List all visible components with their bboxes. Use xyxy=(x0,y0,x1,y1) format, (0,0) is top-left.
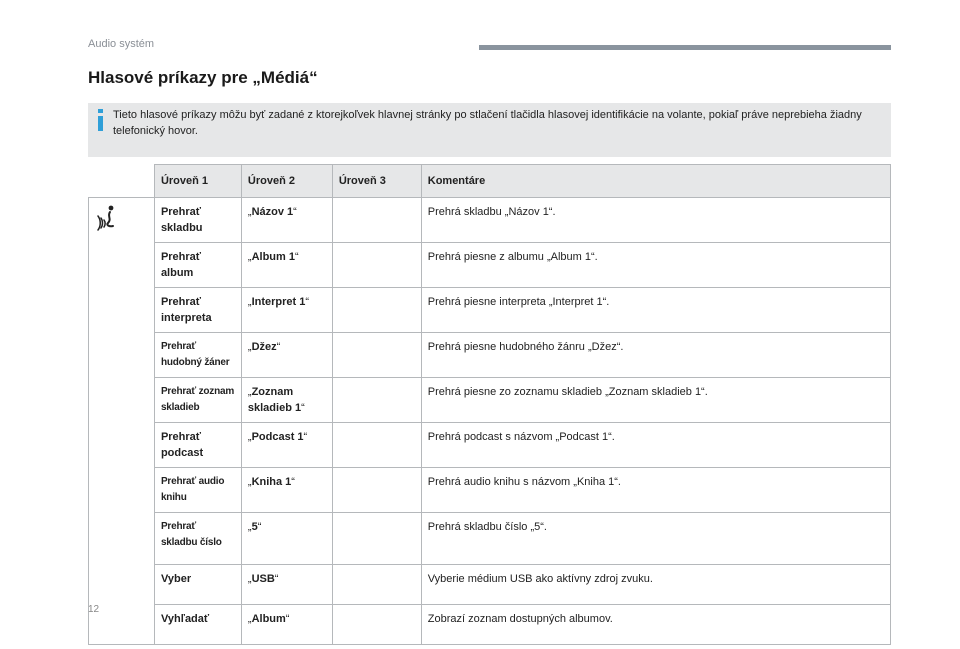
header-divider-bar xyxy=(479,45,891,50)
level2-quote: “ xyxy=(285,613,290,625)
level2-cell xyxy=(241,565,332,605)
level2-cell xyxy=(241,605,332,645)
table-row xyxy=(89,513,891,565)
level2-quote: “ xyxy=(274,573,279,585)
level2-quote: “ xyxy=(294,251,299,263)
level2-quote: „ xyxy=(247,251,252,263)
level1-cell: Prehrať interpreta xyxy=(154,288,241,333)
page-title: Hlasové príkazy pre „Médiá“ xyxy=(88,68,318,87)
level2-cell xyxy=(241,198,332,243)
level2-cell xyxy=(241,513,332,565)
level2-quote: „ xyxy=(247,476,252,488)
level2-cell xyxy=(241,243,332,288)
table-row xyxy=(89,198,891,243)
comment-cell: Zobrazí zoznam dostupných albumov. xyxy=(421,605,890,645)
comment-cell: Prehrá piesne z albumu „Album 1“. xyxy=(421,243,890,288)
voice-icon-cell xyxy=(89,198,155,645)
header-level-2: Úroveň 2 xyxy=(241,165,332,198)
voice-command-icon xyxy=(95,204,121,232)
level2-cell xyxy=(241,378,332,423)
level2-keyword: Interpret 1 xyxy=(251,296,306,308)
header-comments: Komentáre xyxy=(421,165,890,198)
comment-cell: Prehrá piesne hudobného žánru „Džez“. xyxy=(421,333,890,378)
level2-quote: “ xyxy=(293,206,297,218)
table-row xyxy=(89,423,891,468)
level3-cell xyxy=(332,423,421,468)
level1-cell: Prehrať podcast xyxy=(154,423,241,468)
level2-quote: „ xyxy=(247,386,252,398)
level3-cell xyxy=(332,565,421,605)
level2-quote: „ xyxy=(247,613,252,625)
comment-cell: Vyberie médium USB ako aktívny zdroj zvuku. xyxy=(421,565,890,605)
comment-cell: Prehrá podcast s názvom „Podcast 1“. xyxy=(421,423,890,468)
table-row xyxy=(89,288,891,333)
header-blank-cell xyxy=(89,165,155,198)
level2-quote: “ xyxy=(305,296,310,308)
level1-cell: Vyhľadať xyxy=(154,605,241,645)
table-row xyxy=(89,333,891,378)
table-row xyxy=(89,468,891,513)
comment-cell: Prehrá skladbu číslo „5“. xyxy=(421,513,890,565)
header-level-3: Úroveň 3 xyxy=(332,165,421,198)
table-header-row xyxy=(89,165,891,198)
comment-cell: Prehrá audio knihu s názvom „Kniha 1“. xyxy=(421,468,890,513)
level2-quote: „ xyxy=(247,341,252,353)
level1-cell: Prehrať album xyxy=(154,243,241,288)
level1-cell: Prehrať audio knihu xyxy=(154,468,241,513)
level3-cell xyxy=(332,378,421,423)
level2-keyword: Album xyxy=(251,613,286,625)
level2-quote: „ xyxy=(247,431,252,443)
level1-cell: Vyber xyxy=(154,565,241,605)
level1-cell: Prehrať zoznam skladieb xyxy=(154,378,241,423)
level2-keyword: USB xyxy=(251,573,275,585)
level3-cell xyxy=(332,288,421,333)
level2-quote: “ xyxy=(291,476,295,488)
level3-cell xyxy=(332,198,421,243)
level2-quote: “ xyxy=(301,402,305,414)
table-row xyxy=(89,605,891,645)
level2-cell xyxy=(241,288,332,333)
info-box xyxy=(88,103,891,157)
level2-quote: „ xyxy=(247,573,252,585)
level2-keyword: Zoznam skladieb 1 xyxy=(247,386,302,414)
level3-cell xyxy=(332,605,421,645)
level2-keyword: Kniha 1 xyxy=(251,476,292,488)
level1-cell: Prehrať skladbu číslo xyxy=(154,513,241,565)
comment-cell: Prehrá piesne interpreta „Interpret 1“. xyxy=(421,288,890,333)
level2-cell xyxy=(241,468,332,513)
level2-keyword: 5 xyxy=(251,521,258,533)
level3-cell xyxy=(332,513,421,565)
header-level-1: Úroveň 1 xyxy=(154,165,241,198)
level2-quote: “ xyxy=(303,431,308,443)
info-icon xyxy=(97,109,105,131)
comment-cell: Prehrá piesne zo zoznamu skladieb „Zoznam skladieb 1“. xyxy=(421,378,890,423)
level3-cell xyxy=(332,243,421,288)
level3-cell xyxy=(332,333,421,378)
level2-keyword: Podcast 1 xyxy=(251,431,304,443)
level2-keyword: Album 1 xyxy=(251,251,295,263)
level2-cell xyxy=(241,333,332,378)
level2-cell xyxy=(241,423,332,468)
level1-cell: Prehrať skladbu xyxy=(154,198,241,243)
level3-cell xyxy=(332,468,421,513)
section-label: Audio systém xyxy=(88,38,155,50)
info-text: Tieto hlasové príkazy môžu byť zadané z ktorejkoľvek hlavnej stránky po stlačení tlačidla hlasovej identifikácie na volante, pokiaľ práve neprebieha žiadny telefonický hovor. xyxy=(113,109,862,137)
table-row xyxy=(89,378,891,423)
comment-cell: Prehrá skladbu „Názov 1“. xyxy=(421,198,890,243)
voice-commands-table xyxy=(88,164,891,645)
table-row xyxy=(89,243,891,288)
level2-quote: „ xyxy=(247,521,252,533)
level2-quote: „ xyxy=(247,206,252,218)
page-number: 12 xyxy=(88,604,100,615)
level2-keyword: Džez xyxy=(251,341,277,353)
level1-cell: Prehrať hudobný žáner xyxy=(154,333,241,378)
table-row xyxy=(89,565,891,605)
level2-quote: “ xyxy=(257,521,262,533)
level2-quote: “ xyxy=(276,341,281,353)
level2-quote: „ xyxy=(247,296,252,308)
level2-keyword: Názov 1 xyxy=(251,206,294,218)
